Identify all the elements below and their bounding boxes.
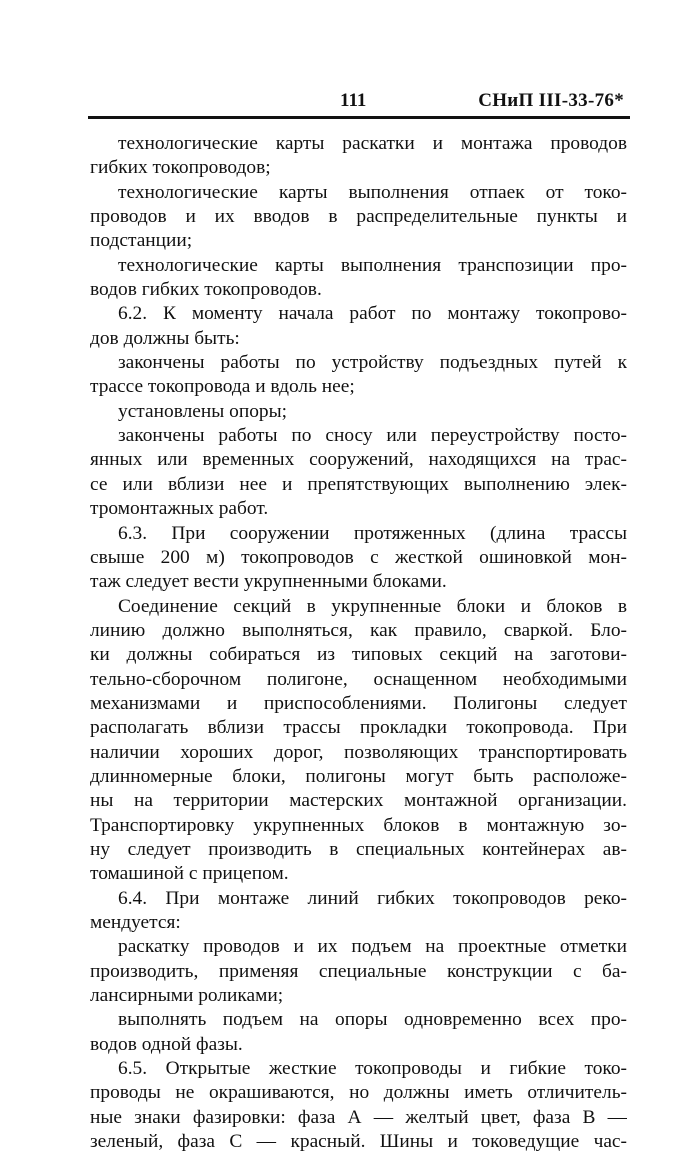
text-line: мендуется:	[90, 912, 181, 933]
header-rule	[88, 116, 630, 119]
text-line: установлены опоры;	[118, 400, 288, 422]
text-line: ны на территории мастерских монтажной организации.	[90, 790, 627, 812]
text-line: технологические карты выполнения транспозиции про-	[118, 254, 627, 276]
text-line: тромонтажных работ.	[90, 498, 269, 520]
text-line: технологические карты выполнения отпаек от токо-	[118, 181, 627, 203]
page-header	[90, 90, 630, 114]
text-line: трассе токопровода и вдоль нее;	[90, 376, 355, 398]
text-line: водов гибких токопроводов.	[90, 279, 322, 301]
text-line: янных или временных сооружений, находящихся на трас-	[90, 449, 627, 471]
text-line: гибких токопроводов;	[90, 157, 271, 179]
text-line: 6.5. Открытые жесткие токопроводы и гибкие токо-	[118, 1058, 627, 1080]
text-line: механизмами и приспособлениями. Полигоны следует	[90, 692, 627, 714]
text-line: 6.4. При монтаже линий гибких токопроводов реко-	[118, 887, 627, 909]
text-line: линию должно выполняться, как правило, сваркой. Бло-	[90, 619, 627, 641]
body-text	[90, 132, 627, 1154]
text-line: располагать вблизи трассы прокладки токопровода. При	[90, 717, 627, 739]
text-line: раскатку проводов и их подъем на проектные отметки	[118, 936, 627, 958]
text-line: длинномерные блоки, полигоны могут быть расположе-	[90, 765, 627, 787]
text-line: наличии хороших дорог, позволяющих транспортировать	[90, 741, 627, 763]
text-line: 6.2. К моменту начала работ по монтажу токопрово-	[118, 303, 627, 325]
text-line: закончены работы по устройству подъездных путей к	[118, 352, 627, 374]
text-line: зеленый, фаза С — красный. Шины и токоведущие час-	[90, 1131, 627, 1153]
text-line: ные знаки фазировки: фаза А — желтый цвет, фаза В —	[90, 1106, 627, 1128]
text-line: закончены работы по сносу или переустройству посто-	[118, 425, 627, 447]
page-number: 111	[340, 90, 367, 111]
text-line: дов должны быть:	[90, 327, 240, 349]
text-line: производить, применяя специальные конструкции с ба-	[90, 960, 627, 982]
text-line: ки должны собираться из типовых секций на заготови-	[90, 644, 627, 666]
text-line: проводов и их вводов в распределительные пункты и	[90, 206, 627, 228]
text-line: 6.3. При сооружении протяженных (длина трассы	[118, 522, 627, 544]
text-line: технологические карты раскатки и монтажа проводов	[118, 133, 627, 154]
text-line: свыше 200 м) токопроводов с жесткой ошиновкой мон-	[90, 546, 627, 568]
text-line: водов одной фазы.	[90, 1033, 243, 1055]
document-code: СНиП III-33-76*	[478, 90, 624, 111]
text-line: подстанции;	[90, 230, 193, 252]
text-line: Транспортировку укрупненных блоков в монтажную зо-	[90, 814, 627, 836]
text-line: проводы не окрашиваются, но должны иметь отличитель-	[90, 1082, 627, 1104]
text-line: лансирными роликами;	[90, 985, 284, 1007]
text-line: ну следует производить в специальных контейнерах ав-	[90, 838, 627, 860]
text-line: томашиной с прицепом.	[90, 863, 289, 885]
text-line: тельно-сборочном полигоне, оснащенном необходимыми	[90, 668, 627, 690]
text-line: таж следует вести укрупненными блоками.	[90, 571, 447, 593]
text-line: Соединение секций в укрупненные блоки и блоков в	[118, 595, 627, 617]
text-line: выполнять подъем на опоры одновременно всех про-	[118, 1009, 627, 1031]
text-line: се или вблизи нее и препятствующих выполнению элек-	[90, 473, 627, 495]
